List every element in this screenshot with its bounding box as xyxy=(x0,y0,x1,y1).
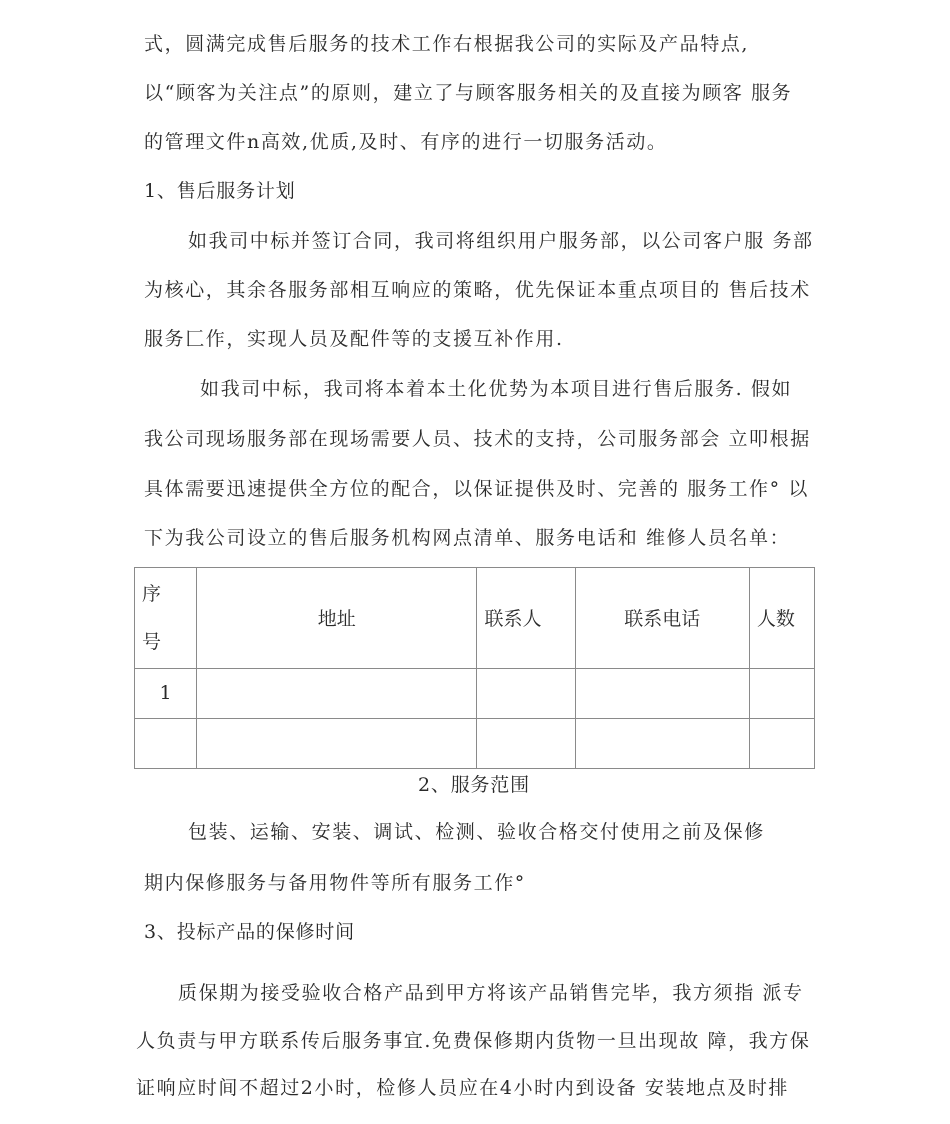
section1-para1-line-3: 服务匚作，实现人员及配件等的支援互补作用. xyxy=(144,328,564,350)
table-row xyxy=(135,668,815,718)
intro-line-3: 的管理文件n高效,优质,及时、有序的进行一切服务活动。 xyxy=(144,131,668,153)
header-address: 地址 xyxy=(197,568,477,669)
section1-para2-line-1: 如我司中标，我司将本着本土化优势为本项目进行售后服务. 假如 xyxy=(200,378,793,400)
cell-phone xyxy=(575,718,749,768)
section1-para2-line-4: 下为我公司设立的售后服务机构网点清单、服务电话和 维修人员名单： xyxy=(144,527,791,549)
cell-seq: 1 xyxy=(135,668,197,718)
table-row xyxy=(135,718,815,768)
cell-count xyxy=(749,668,814,718)
section1-title: 1、售后服务计划 xyxy=(144,180,296,202)
cell-contact xyxy=(477,718,575,768)
cell-count xyxy=(749,718,814,768)
section3-para-line-1: 质保期为接受验收合格产品到甲方将该产品销售完毕，我方须指 派专 xyxy=(178,982,804,1004)
table-header-row xyxy=(135,568,815,669)
section3-title: 3、投标产品的保修时间 xyxy=(144,921,355,943)
section2-para-line-2: 期内保修服务与备用物件等所有服务工作° xyxy=(144,872,526,894)
cell-contact xyxy=(477,668,575,718)
intro-line-2: 以“顾客为关注点”的原则，建立了与顾客服务相关的及直接为顾客 服务 xyxy=(144,82,793,104)
intro-line-1: 式，圆满完成售后服务的技术工作右根据我公司的实际及产品特点, xyxy=(144,33,750,55)
header-seq: 序 号 xyxy=(135,568,197,669)
cell-seq xyxy=(135,718,197,768)
section1-para2-line-2: 我公司现场服务部在现场需要人员、技术的支持，公司服务部会 立叩根据 xyxy=(144,428,811,450)
section1-para1-line-2: 为核心，其余各服务部相互响应的策略，优先保证本重点项目的 售后技术 xyxy=(144,279,811,301)
header-count: 人数 xyxy=(749,568,814,669)
cell-phone xyxy=(575,668,749,718)
service-network-table xyxy=(134,567,815,769)
section2-para-line-1: 包装、运输、安装、调试、检测、验收合格交付使用之前及保修 xyxy=(188,821,765,843)
cell-address xyxy=(197,718,477,768)
cell-address xyxy=(197,668,477,718)
header-contact: 联系人 xyxy=(477,568,575,669)
section1-para2-line-3: 具体需要迅速提供全方位的配合，以保证提供及时、完善的 服务工作° 以 xyxy=(144,478,809,500)
section3-para-line-2: 人负责与甲方联系传后服务事宜.免费保修期内货物一旦出现故 障，我方保 xyxy=(136,1030,811,1052)
section3-para-line-3: 证响应时间不超过2小时，检修人员应在4小时内到设备 安装地点及时排 xyxy=(136,1077,790,1099)
section1-para1-line-1: 如我司中标并签订合同，我司将组织用户服务部，以公司客户服 务部 xyxy=(188,230,814,252)
section2-title: 2、服务范围 xyxy=(418,774,530,796)
header-phone: 联系电话 xyxy=(575,568,749,669)
